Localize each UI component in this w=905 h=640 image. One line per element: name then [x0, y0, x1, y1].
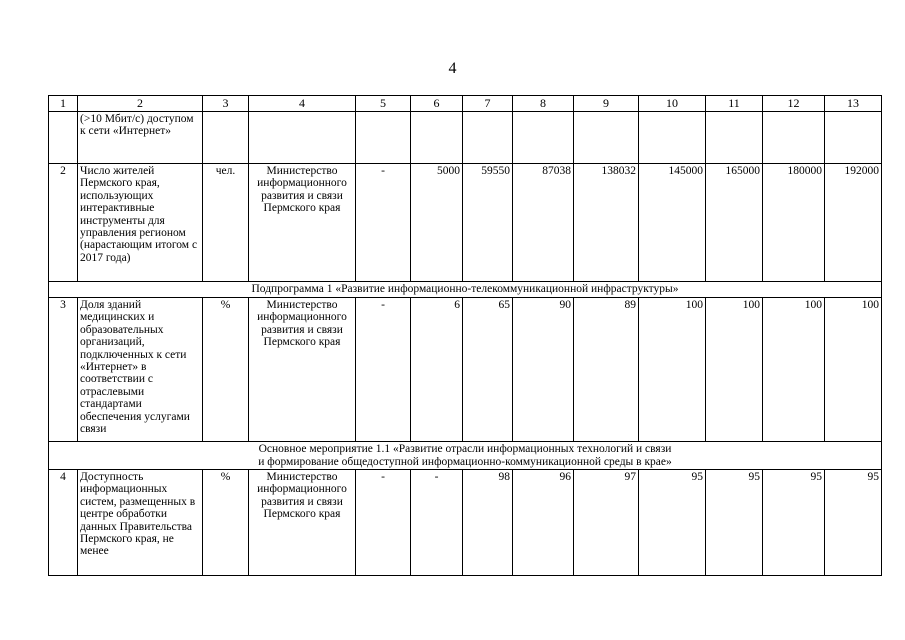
- value-cell: [513, 112, 574, 164]
- value-cell: -: [356, 470, 411, 576]
- value-cell: 145000: [639, 164, 706, 282]
- section-row: [49, 442, 882, 470]
- value-cell: 96: [513, 470, 574, 576]
- value-cell: [639, 112, 706, 164]
- table-row: [49, 112, 882, 164]
- indicator-name: Число жителей Пермского края, использующих интерактивные инструменты для управления регионом (нарастающим итогом с 2017 года): [78, 164, 203, 282]
- value-cell: [574, 112, 639, 164]
- value-cell: 90: [513, 298, 574, 442]
- row-number: [49, 112, 78, 164]
- value-cell: [463, 112, 513, 164]
- value-cell: 100: [706, 298, 763, 442]
- indicator-name: (>10 Мбит/с) доступом к сети «Интернет»: [78, 112, 203, 164]
- column-number: 2: [78, 96, 203, 112]
- value-cell: 6: [411, 298, 463, 442]
- value-cell: 95: [763, 470, 825, 576]
- responsible-body: Министерство информационного развития и связи Пермского края: [249, 470, 356, 576]
- unit: %: [203, 298, 249, 442]
- value-cell: 95: [825, 470, 882, 576]
- value-cell: 138032: [574, 164, 639, 282]
- column-number: 9: [574, 96, 639, 112]
- value-cell: 192000: [825, 164, 882, 282]
- value-cell: [356, 112, 411, 164]
- value-cell: 100: [825, 298, 882, 442]
- value-cell: [763, 112, 825, 164]
- value-cell: 98: [463, 470, 513, 576]
- table-body: [49, 96, 882, 576]
- unit: чел.: [203, 164, 249, 282]
- value-cell: [706, 112, 763, 164]
- column-number: 4: [249, 96, 356, 112]
- table-row: [49, 470, 882, 576]
- value-cell: 180000: [763, 164, 825, 282]
- column-number: 7: [463, 96, 513, 112]
- value-cell: 100: [639, 298, 706, 442]
- column-number: 5: [356, 96, 411, 112]
- row-number: 3: [49, 298, 78, 442]
- value-cell: 95: [706, 470, 763, 576]
- column-number: 10: [639, 96, 706, 112]
- column-number: 11: [706, 96, 763, 112]
- section-title: Основное мероприятие 1.1 «Развитие отрасли информационных технологий и связи и формирование общедоступной информационно-коммуникационной среды в крае»: [49, 442, 882, 470]
- unit: [203, 112, 249, 164]
- value-cell: 100: [763, 298, 825, 442]
- value-cell: [825, 112, 882, 164]
- value-cell: 97: [574, 470, 639, 576]
- column-number: 12: [763, 96, 825, 112]
- value-cell: 89: [574, 298, 639, 442]
- column-number: 8: [513, 96, 574, 112]
- value-cell: 65: [463, 298, 513, 442]
- page-number: 4: [448, 60, 457, 77]
- column-number: 1: [49, 96, 78, 112]
- value-cell: -: [356, 164, 411, 282]
- table-row: [49, 298, 882, 442]
- indicator-name: Доступность информационных систем, размещенных в центре обработки данных Правительства Пермского края, не менее: [78, 470, 203, 576]
- section-row: [49, 282, 882, 298]
- section-title: Подпрограмма 1 «Развитие информационно-телекоммуникационной инфраструктуры»: [49, 282, 882, 298]
- unit: %: [203, 470, 249, 576]
- value-cell: -: [411, 470, 463, 576]
- value-cell: -: [356, 298, 411, 442]
- responsible-body: Министерство информационного развития и связи Пермского края: [249, 298, 356, 442]
- column-number-row: [49, 96, 882, 112]
- indicator-name: Доля зданий медицинских и образовательных организаций, подключенных к сети «Интернет» в соответствии с отраслевыми стандартами обеспечения услугами связи: [78, 298, 203, 442]
- value-cell: 59550: [463, 164, 513, 282]
- table-row: [49, 164, 882, 282]
- column-number: 13: [825, 96, 882, 112]
- row-number: 2: [49, 164, 78, 282]
- value-cell: 95: [639, 470, 706, 576]
- value-cell: 87038: [513, 164, 574, 282]
- column-number: 3: [203, 96, 249, 112]
- responsible-body: [249, 112, 356, 164]
- column-number: 6: [411, 96, 463, 112]
- value-cell: 5000: [411, 164, 463, 282]
- responsible-body: Министерство информационного развития и связи Пермского края: [249, 164, 356, 282]
- value-cell: 165000: [706, 164, 763, 282]
- value-cell: [411, 112, 463, 164]
- row-number: 4: [49, 470, 78, 576]
- indicators-table: [48, 95, 882, 576]
